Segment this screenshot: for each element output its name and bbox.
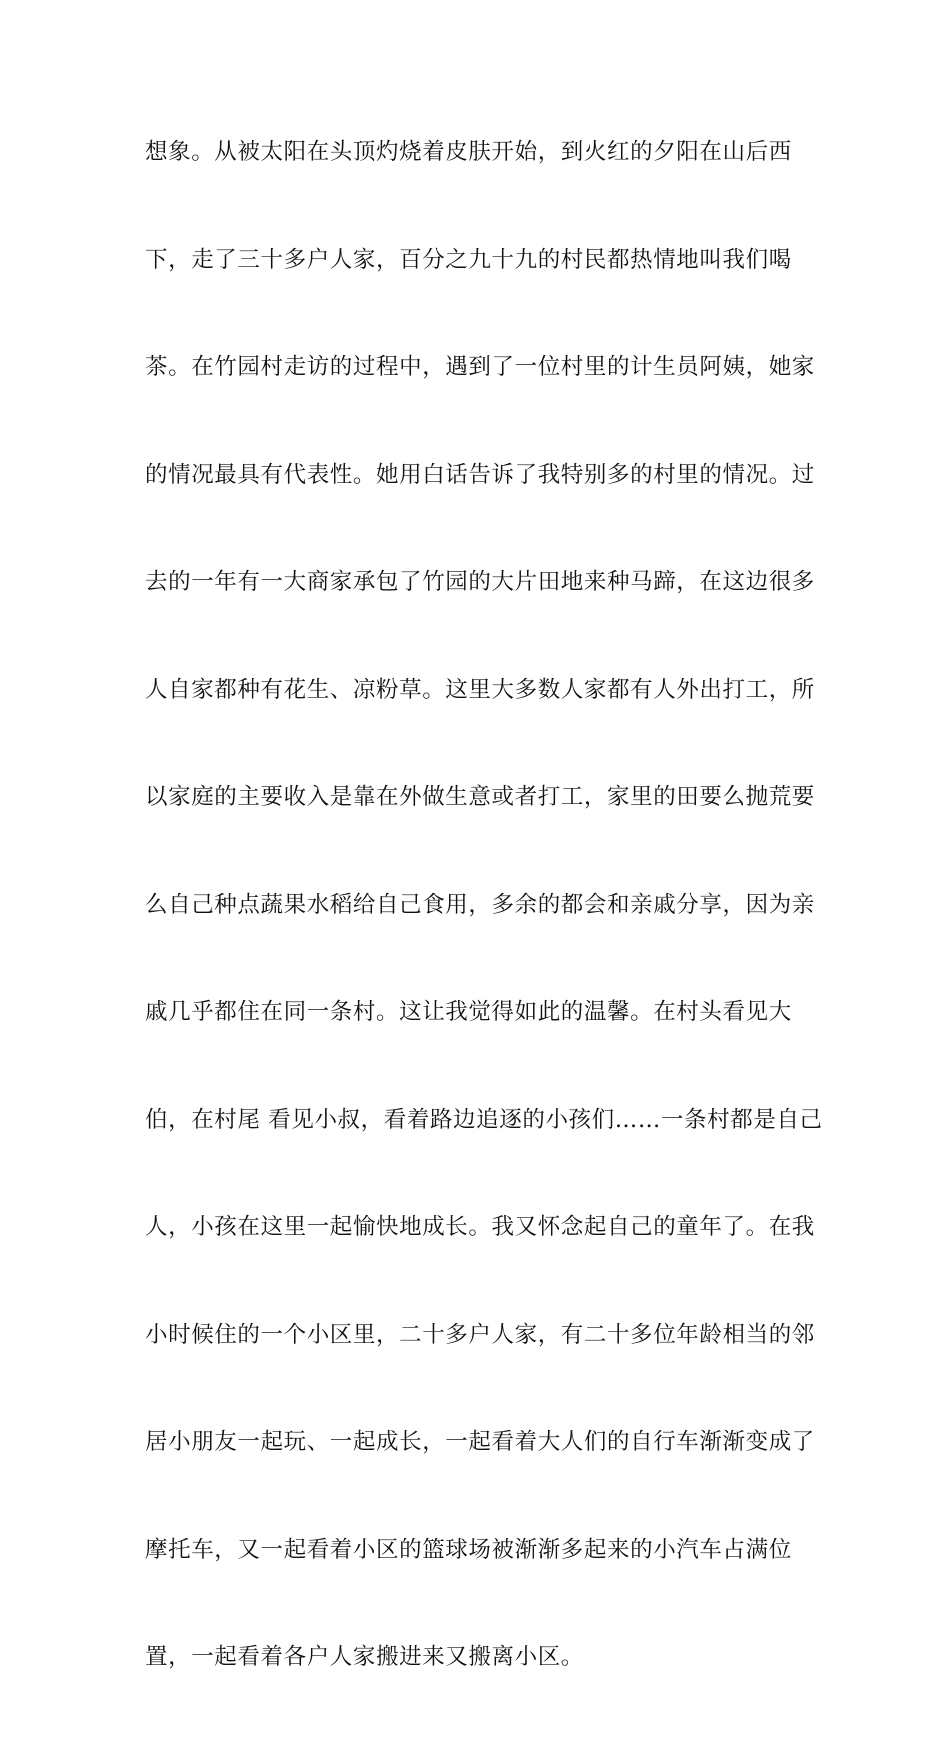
paragraph-line: 摩托车，又一起看着小区的篮球场被渐渐多起来的小汽车占满位 (145, 1536, 792, 1563)
paragraph-line: 人自家都种有花生、凉粉草。这里大多数人家都有人外出打工，所 (145, 676, 815, 703)
paragraph-line: 想象。从被太阳在头顶灼烧着皮肤开始，到火红的夕阳在山后西 (145, 139, 792, 165)
paragraph-line: 置，一起看着各户人家搬进来又搬离小区。 (145, 1644, 584, 1670)
paragraph-line: 么自己种点蔬果水稻给自己食用，多余的都会和亲戚分享，因为亲 (145, 891, 815, 918)
paragraph-line: 小时候住的一个小区里，二十多户人家，有二十多位年龄相当的邻 (145, 1321, 815, 1348)
paragraph-line: 人，小孩在这里一起愉快地成长。我又怀念起自己的童年了。在我 (145, 1214, 815, 1240)
paragraph-line: 去的一年有一大商家承包了竹园的大片田地来种马蹄，在这边很多 (145, 569, 815, 595)
paragraph-line: 以家庭的主要收入是靠在外做生意或者打工，家里的田要么抛荒要 (145, 784, 815, 810)
paragraph-line: 伯，在村尾 看见小叔，看着路边追逐的小孩们……一条村都是自己 (145, 1106, 823, 1133)
paragraph (145, 129, 823, 1742)
paragraph-line: 居小朋友一起玩、一起成长，一起看着大人们的自行车渐渐变成了 (145, 1429, 815, 1455)
paragraph-line: 下，走了三十多户人家，百分之九十九的村民都热情地叫我们喝 (145, 246, 792, 273)
paragraph-line: 戚几乎都住在同一条村。这让我觉得如此的温馨。在村头看见大 (145, 999, 792, 1025)
paragraph-line: 的情况最具有代表性。她用白话告诉了我特别多的村里的情况。过 (145, 461, 815, 488)
paragraph-line: 茶。在竹园村走访的过程中，遇到了一位村里的计生员阿姨，她家 (145, 354, 815, 380)
